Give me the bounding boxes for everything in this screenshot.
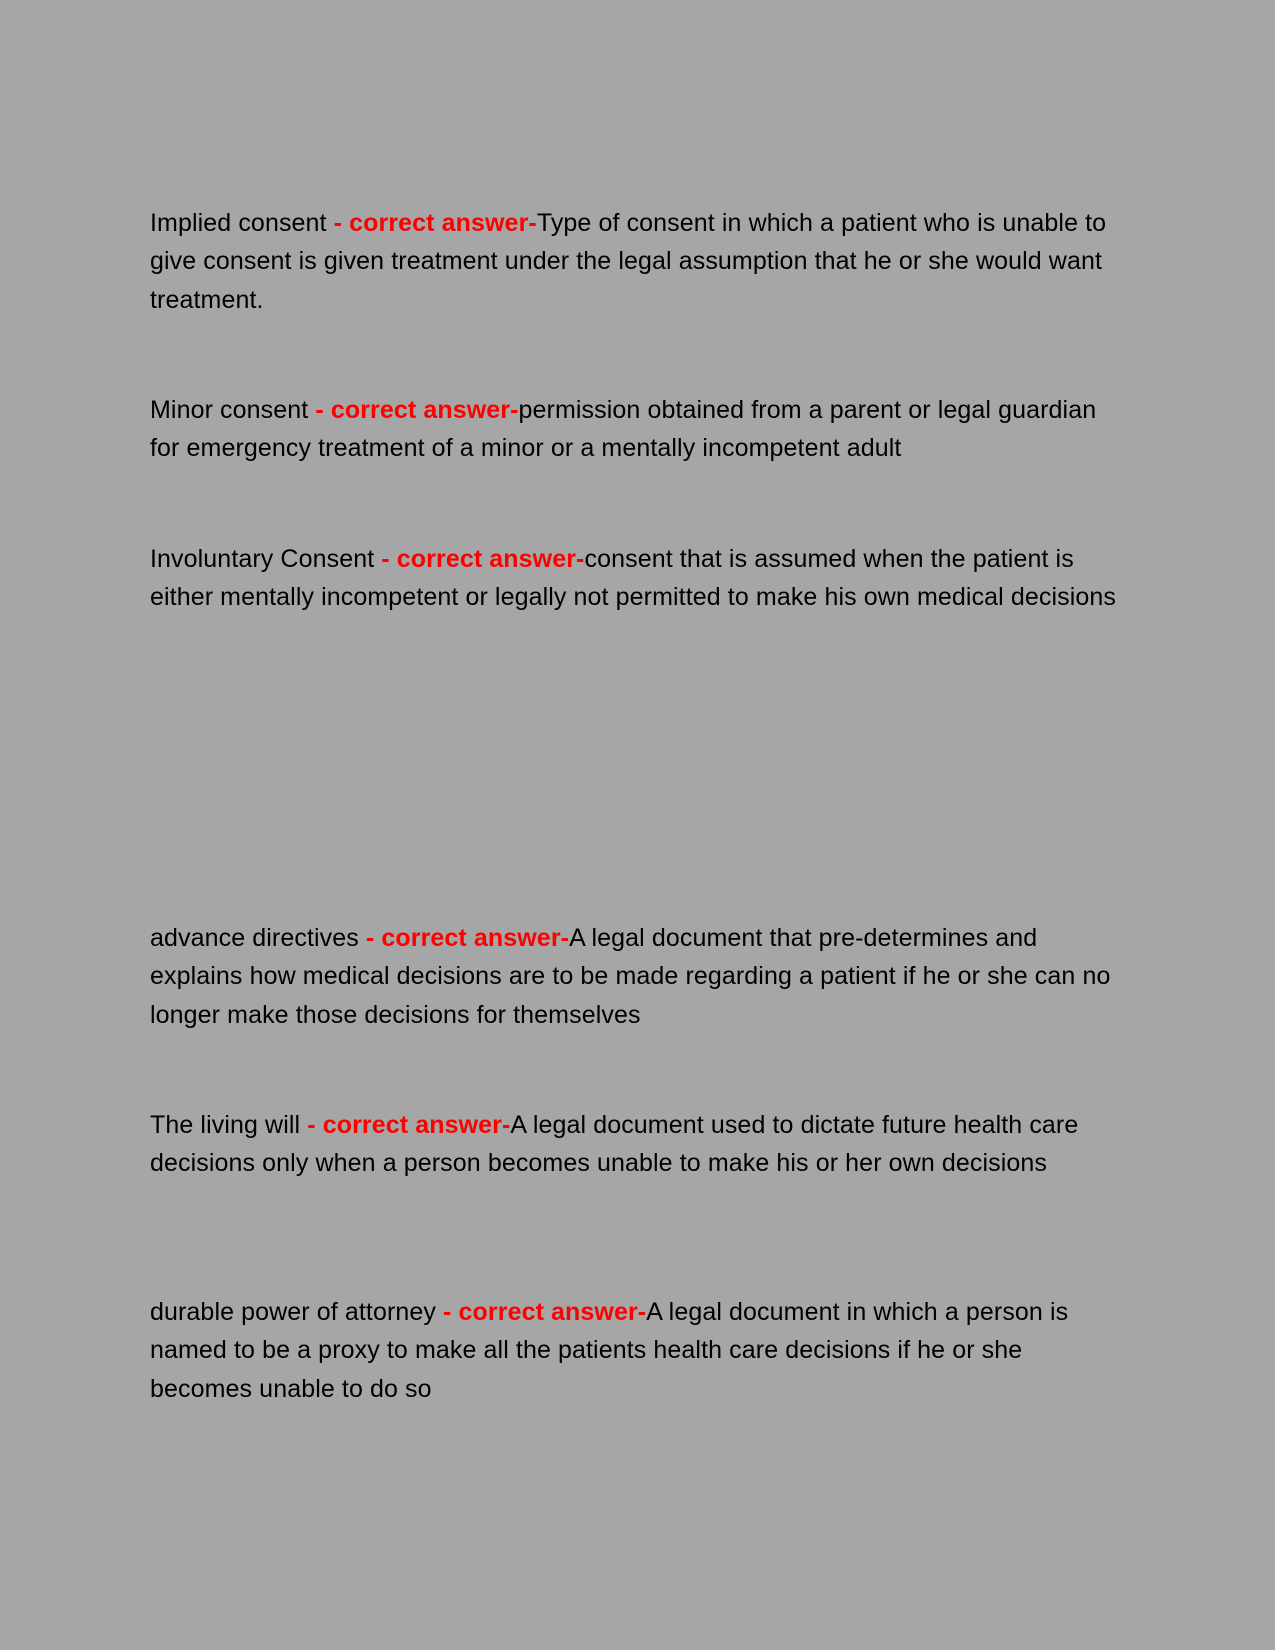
definition: permission obtained from a parent or legal guardian for emergency treatment of a minor or a mentally incompetent adult (150, 396, 1097, 463)
correct-answer-marker: - correct answer- (326, 209, 537, 237)
definition: Type of consent in which a patient who is unable to give consent is given treatment under the legal assumption that he or she would want treatment. (150, 209, 1107, 314)
term: The living will (150, 1111, 301, 1139)
correct-answer-marker: - correct answer- (308, 396, 519, 424)
flashcard-entry (150, 391, 1130, 468)
flashcard-entry (150, 919, 1130, 1034)
flashcard-entry (150, 204, 1130, 319)
term: durable power of attorney (150, 1298, 437, 1326)
correct-answer-marker: - correct answer- (436, 1298, 647, 1326)
term: Implied consent (150, 209, 327, 237)
correct-answer-marker: - correct answer- (374, 545, 585, 573)
flashcard-entry (150, 1293, 1130, 1408)
definition: A legal document in which a person is named to be a proxy to make all the patients health care decisions if he or she becomes unable to do so (150, 1298, 1069, 1403)
correct-answer-marker: - correct answer- (300, 1111, 511, 1139)
flashcard-entry (150, 1106, 1130, 1183)
term: Minor consent (150, 396, 309, 424)
definition: consent that is assumed when the patient is either mentally incompetent or legally not permitted to make his own medical decisions (150, 545, 1117, 612)
definition: A legal document that pre-determines and explains how medical decisions are to be made regarding a patient if he or she can no longer make those decisions for themselves (150, 924, 1111, 1029)
flashcard-entry (150, 540, 1130, 617)
term: Involuntary Consent (150, 545, 375, 573)
definition: A legal document used to dictate future health care decisions only when a person becomes unable to make his or her own decisions (150, 1111, 1079, 1178)
correct-answer-marker: - correct answer- (358, 924, 570, 952)
term: advance directives (150, 924, 359, 952)
